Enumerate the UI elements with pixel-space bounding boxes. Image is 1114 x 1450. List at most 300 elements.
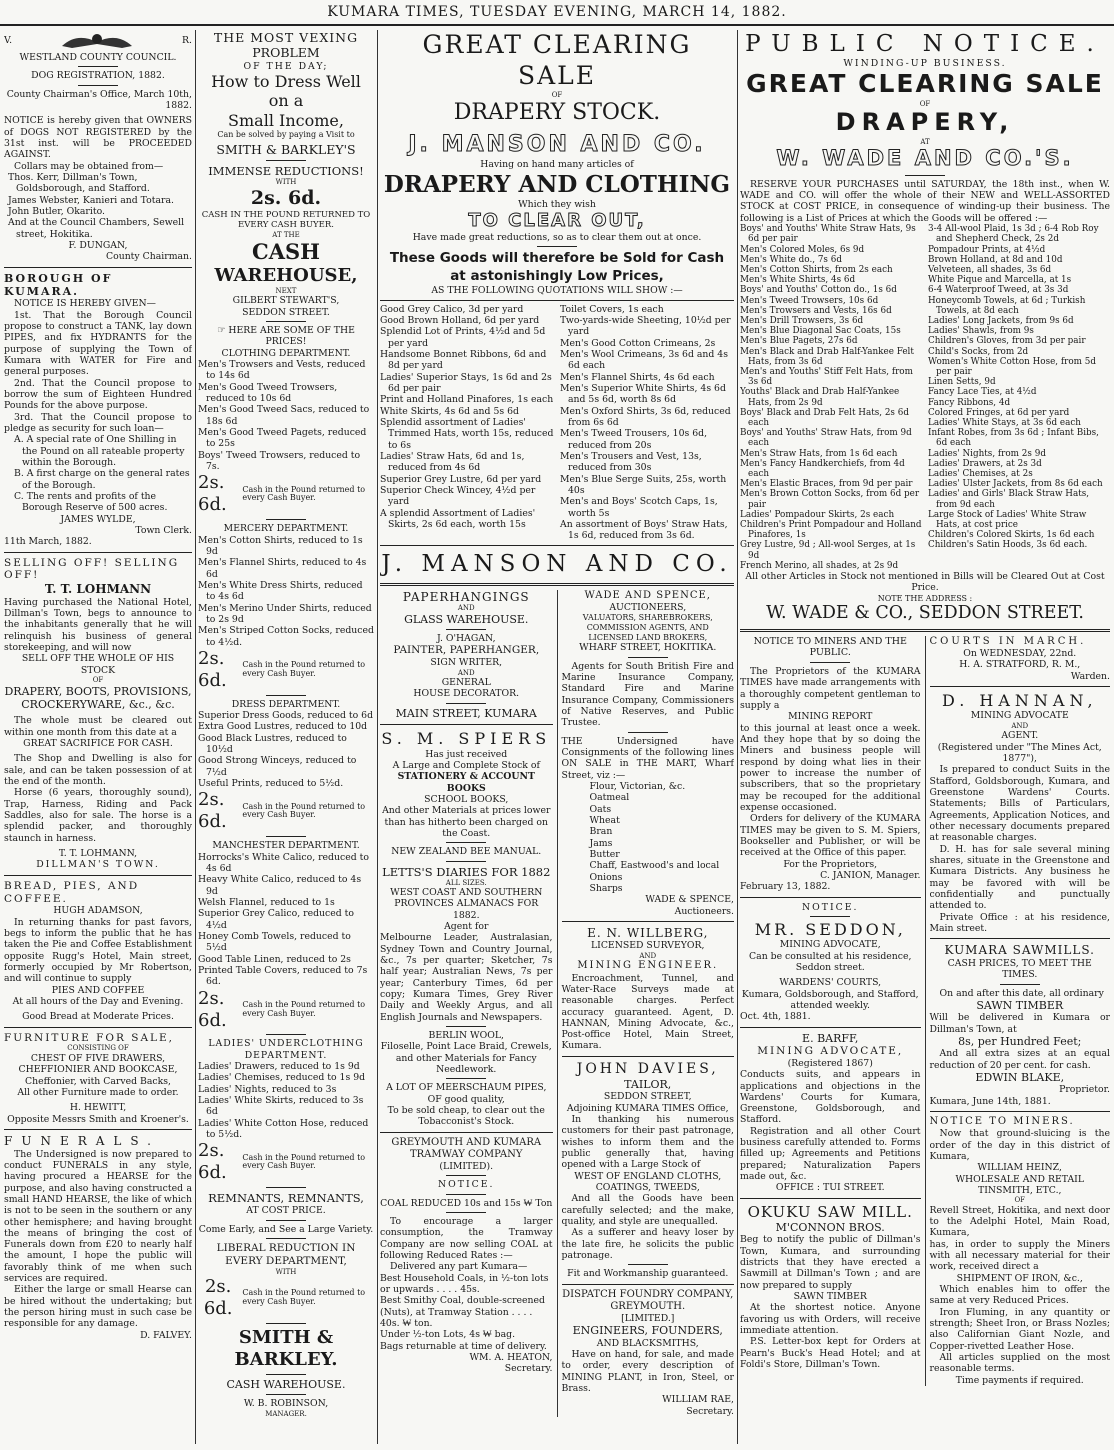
okuku-ps: P.S. Letter-box kept for Orders at Pearn's Buck's Head Hotel; and at Foldi's Store, Dillman's Town. [740,1336,921,1371]
price-item: Women's White Cotton Hose, from 5d per pair [928,356,1096,377]
mp-for: For the Proprietors, [783,858,878,870]
price-item: Men's Good Tweed Trowsers, reduced to 10s 6d [198,381,338,405]
price-item: Two-yards-wide Sheeting, 10½d per yard [560,314,731,338]
price-item: Infant Robes, from 3s 6d ; Infant Bibs, 6d each [928,428,1099,449]
selling-place: DILLMAN'S TOWN. [36,859,160,871]
manson-having: Having on hand many articles of [480,159,634,171]
vexing-t15: NEXT [275,286,297,295]
pap-name: J. O'HAGAN, [436,633,496,645]
vexing-t13: CASH [251,239,320,265]
col3-lower [380,590,734,1417]
borough-c: C. The rents and profits of the Borough Reserve of 500 acres. [14,490,168,514]
twos-price: 2s. 6d. [203,1276,233,1320]
borough-a: A. A special rate of One Shilling in the Pound on all rateable property within the Borough. [14,434,185,468]
manch-dept: MANCHESTER DEPARTMENT. [212,840,360,852]
ws-good: Oats [589,803,612,815]
column-4 [740,30,1110,1446]
barff-reg: (Registered 1867) [787,1057,873,1069]
selling-p2: The whole must be cleared out within one month from this date at a [4,715,192,738]
ladies-list [198,1038,374,1184]
pap-title: PAPERHANGINGS [402,589,530,604]
okuku-st: SAWN TIMBER [793,1291,867,1303]
royal-crest-icon [52,30,142,52]
borough-title: BOROUGH OF KUMARA. [4,271,113,298]
bread-good: Good Bread at Moderate Prices. [22,1011,174,1023]
willberg-body: Encroachment, Tunnel, and Water-Race Surveys made at reasonable charges. Perfect accuracy guaranteed. Agent, D. HANNAN, Mining Advocate, &c., Post-office Hotel, Main Street, Kumara. [561,972,734,1052]
spiers-sizes: ALL SIZES. [445,878,487,887]
tram-rate: Under ½-ton Lots, 4s ₩ bag. [380,1329,516,1341]
okuku-ad [740,1203,921,1371]
sawmills-will: Will be delivered in Kumara or Dillman's Town, at [929,1012,1110,1035]
column-2 [198,30,374,1446]
ws-good: Flour, Victorian, &c. [589,780,686,792]
davies-adj: Adjoining KUMARA TIMES Office, [566,1102,729,1114]
spiers-letts: LETTS'S DIARIES FOR 1882 [382,864,551,879]
sawmills-price: 8s, per Hundred Feet; [958,1034,1082,1048]
davies-title: JOHN DAVIES, [576,1060,719,1077]
willberg-eng: MINING ENGINEER. [577,960,719,972]
price-item: Men's White Dress Shirts, reduced to 4s 6d [198,579,363,603]
price-item: White Skirts, 4s 6d and 5s 6d [380,405,519,417]
bread-hours: At all hours of the Day and Evening. [12,995,184,1007]
pap-t5: GENERAL [441,677,491,689]
pap-and: AND [457,604,475,613]
price-item: Ladies' Long Jackets, from 9s 6d [928,315,1074,326]
tram-rate: Best Smithy Coal, double-screened (Nuts), at Tramway Station . . . . 40s. ₩ ton. [380,1295,545,1330]
tram-rate: Best Household Coals, in ½-ton lots or upwards . . . . 45s. [380,1272,549,1296]
price-item: Ladies' Nights, from 2s 9d [928,448,1046,459]
vexing-t16: GILBERT STEWART'S, [232,295,340,307]
davies-fit: Fit and Workmanship guaranteed. [567,1268,729,1280]
sawmills-ad [930,943,1111,1107]
clothing-list [198,359,374,516]
price-item: Good Black Lustres, reduced to 10½d [198,732,347,756]
nm-name: WILLIAM HEINZ, [977,1162,1062,1174]
remnants: REMNANTS, REMNANTS, [208,1191,364,1206]
tram-signature: WM. A. HEATON, [469,1352,553,1364]
seddon-notice: NOTICE. [802,901,859,913]
manson-firm: J. MANSON AND CO. [408,132,706,158]
mp-orders: Orders for delivery of the KUMARA TIMES may be given to S. M. Spiers, Bookseller and Publisher, or will be received at the Office of this paper. [740,813,921,859]
ws-val: VALUATORS, SHAREBROKERS, COMMISSION AGENTS, AND [582,613,713,632]
mp-body: The Proprietors of the KUMARA TIMES have made arrangements with a thoroughly competent gentleman to supply a [740,665,921,711]
manson-h3: DRAPERY AND CLOTHING [383,170,731,198]
twos-text: Cash in the Pound returned to every Cash Buyer. [242,1288,366,1307]
okuku-title: OKUKU SAW MILL. [747,1202,913,1221]
price-item: Men's Colored Moles, 6s 9d [740,244,865,255]
manson-quot: AS THE FOLLOWING QUOTATIONS WILL SHOW :— [431,285,683,297]
selling-sell: SELL OFF THE WHOLE OF HIS STOCK [21,653,175,676]
twos-block [198,789,374,833]
spiers-alm: WEST COAST AND SOUTHERN PROVINCES ALMANACS FOR 1882. [390,887,543,921]
hannan-title: D. HANNAN, [941,690,1098,710]
furniture-addr: Opposite Messrs Smith and Kroener's. [7,1113,189,1125]
wade-spence-ad [562,590,735,917]
twos-block [198,648,374,692]
ws-agents: Agents for South British Fire and Marine Insurance Company, Standard Fire and Marine Insurance Company, Commissioners of Native Reserves, and Public Trustee. [561,660,734,729]
barff-ad [740,1032,921,1194]
price-item: Youths' Black and Drab Half-Yankee Hats, from 2s 9d [740,387,900,408]
courts-on: On WEDNESDAY, 22nd. [963,647,1077,659]
twos-block [198,1140,374,1184]
twos-block [198,1276,374,1320]
twos-text: Cash in the Pound returned to every Cash Buyer. [242,660,366,678]
price-item: Boys' Tweed Trowsers, reduced to 7s. [198,449,361,473]
vexing-t7: Can be solved by paying a Visit to [217,130,355,140]
vexing-t14: WAREHOUSE, [214,264,358,286]
price-item: Good Table Linen, reduced to 2s [198,953,351,965]
davies-coat: COATINGS, TWEEDS, [595,1181,700,1193]
price-item: Extra Good Lustres, reduced to 10d [198,721,368,733]
price-item: Colored Fringes, at 6d per yard [928,407,1070,418]
barff-title: MINING ADVOCATE, [757,1045,904,1058]
price-item: Good Strong Winceys, reduced to 7½d [198,755,357,778]
price-item: A splendid Assortment of Ladies' Skirts, 2s 6d each, worth 15s [380,507,536,530]
manson-ad [380,30,734,297]
wade-body: RESERVE YOUR PURCHASES until SATURDAY, the 18th inst., when W. WADE and CO. will offer the whole of their NEW and WELL-ASSORTED STOCK at COST PRICE, in consequence of winding-up their business. The following is a List of Prices at which the Goods will be offered :— [740,178,1110,224]
vexing-t11: CASH IN THE POUND RETURNED TO EVERY CASH BUYER. [201,210,371,231]
twos-block [198,472,374,516]
nm-title: NOTICE TO MINERS. [929,1116,1075,1128]
price-item: White Pique and Marcella, at 1s [928,275,1072,286]
manson-h2: DRAPERY STOCK. [453,99,661,125]
selling-p3: The Shop and Dwelling is also for sale, and can be taken possession of at the end of the month. [4,753,192,788]
borough-p3: 3rd. That the Council propose to pledge as security for such loan— [4,411,192,434]
mp-signature: C. JANION, Manager. [820,869,921,881]
column-3 [380,30,734,1446]
ws-title: WADE AND SPENCE, [584,589,711,601]
vexing-t17: SEDDON STREET. [242,306,330,318]
wade-price-lists [740,224,1110,571]
twos-text: Cash in the Pound returned to every Cash Buyer. [242,801,366,820]
twos-text: Cash in the Pound returned to every Cash Buyer. [242,1152,366,1171]
willberg-ad [562,926,735,1052]
hannan-reg: (Registered under "The Mines Act, 1877"), [937,741,1102,764]
notice-to-miners-ad [930,1116,1111,1386]
sawmills-st: SAWN TIMBER [976,998,1064,1012]
seddon-body: Can be consulted at his residence, Seddon street. [749,950,912,973]
manson-h5: These Goods will therefore be Sold for Cash at astonishingly Low Prices, [389,250,725,284]
selling-title: SELLING OFF! SELLING OFF! [4,556,180,582]
nm-iron: Iron Fluming, in any quantity or strength; Sheet Iron, or Brass Nozles; also Californian Giant Nozle, and Copper-rivetted Leather Hose. [929,1306,1110,1352]
price-item: Men's Cotton Shirts, from 2s each [740,264,893,275]
seddon-name: MR. SEDDON, [754,919,906,939]
borough-date: 11th March, 1882. [4,536,92,548]
borough-signature: JAMES WYLDE, [60,513,136,525]
masthead: KUMARA TIMES, TUESDAY EVENING, MARCH 14, 1882. [0,0,1114,26]
wade-gcs: GREAT CLEARING SALE [746,69,1104,99]
seddon-date: Oct. 4th, 1881. [740,1011,811,1023]
spiers-bee: NEW ZEALAND BEE MANUAL. [391,846,542,858]
wade-of: OF [919,99,931,108]
ws-cons: THE Undersigned have Consignments of the following lines ON SALE in THE MART, Wharf Street, viz :— [561,735,734,781]
price-item: Ladies' Chemises, reduced to 1s 9d [198,1072,366,1084]
tram-coal: COAL REDUCED 10s and 15s ₩ Ton [380,1197,553,1209]
price-item: Children's Print Pompadour and Holland Pinafores, 1s [740,520,922,541]
vexing-price: 2s. 6d. [250,186,322,209]
dispatch-signature: WILLIAM RAE, [662,1394,734,1406]
davies-sufferer: As a sufferer and heavy loser by the late fire, he solicits the public patronage. [561,1227,734,1261]
spiers-stat: STATIONERY & ACCOUNT BOOKS [397,771,535,794]
twos-price: 2s. 6d. [198,1140,227,1184]
price-item: Men's Flannel Shirts, reduced to 4s 6d [198,557,367,580]
dispatch-title: DISPATCH FOUNDRY COMPANY, GREYMOUTH. [562,1288,734,1312]
price-item: Men's Tweed Trousers, 10s 6d, reduced from 20s [560,428,708,451]
dispatch-ltd: [LIMITED.] [621,1312,675,1324]
nm-all: All articles supplied on the most reasonable terms. [929,1351,1110,1375]
price-item: Children's Satin Hoods, 3s 6d each. [928,540,1088,551]
dog-title: DOG REGISTRATION, 1882. [31,70,165,82]
price-item: Men's Flannel Shirts, 4s 6d each [560,371,715,383]
spiers-berlin: BERLIN WOOL, [428,1030,504,1042]
liberal: LIBERAL REDUCTION IN EVERY DEPARTMENT, [216,1242,356,1267]
manson-right-list [560,304,734,542]
bread-title: BREAD, PIES, AND COFFEE. [4,879,140,905]
barff-p2: Registration and all other Court business carefully attended to. Forms filled up; Agreements and Petitions prepared; Naturalization Papers made out, &c. [740,1125,921,1183]
dispatch-body: Have on hand, for sale, and made to order, every description of MINING PLANT, in Iron, Steel, or Brass. [561,1348,734,1394]
bread-name: HUGH ADAMSON, [53,905,143,917]
vexing-t1: THE MOST VEXING [213,30,359,45]
pap-t6: HOUSE DECORATOR. [413,688,520,700]
tramway-ad [380,1137,553,1375]
price-item: Ladies' White Stays, at 3s 6d each [928,417,1081,428]
willberg-title: E. N. WILLBERG, [587,925,709,940]
nm-has: has, in order to supply the Miners with all necessary material for their work, received direct a [929,1238,1110,1273]
twos-text: Cash in the Pound returned to every Cash Buyer. [242,999,366,1018]
barff-office: OFFICE : TUI STREET. [775,1182,885,1194]
price-item: Splendid assortment of Ladies' Trimmed Hats, worth 15s, reduced to 6s [380,416,554,451]
dog-signature: F. DUNGAN, [68,239,128,251]
price-item: Men's Trousers and Vest, 13s, reduced from 30s [560,450,702,474]
borough-role: Town Clerk. [135,524,192,536]
dog-registration-ad [4,30,192,263]
mercery-dept: MERCERY DEPARTMENT. [223,523,349,535]
ws-signature: WADE & SPENCE, [645,894,734,906]
willberg-and: AND [639,951,657,960]
funerals-p2: Either the large or small Hearse can be hired without the undertaking; but the person hiring must in such case be responsible for any damage. [4,1284,192,1330]
nm-time: Time payments if required. [955,1374,1084,1386]
seddon-places: Kumara, Goldsborough, and Stafford, attended weekly. [741,988,919,1011]
price-item: Ladies' White Skirts, reduced to 3s 6d [198,1095,364,1118]
price-item: Men's Blue Diagonal Sac Coats, 15s [740,326,901,337]
column-rule [377,30,378,1444]
price-item: Men's Fancy Handkerchiefs, from 4d each [740,458,905,479]
manson-footer: J. MANSON AND CO. [381,551,733,578]
ws-goods [562,781,735,894]
robinson-role: MANAGER. [265,1409,307,1418]
price-item: Men's White do., 7s 6d [740,254,842,265]
nm-whole: WHOLESALE AND RETAIL TINSMITH, ETC., [955,1173,1085,1196]
ws-good: Wheat [589,814,620,826]
price-item: Superior Check Wincey, 4½d per yard [380,484,536,508]
tram-notice: NOTICE. [438,1179,495,1191]
ws-lic: LICENSED LAND BROKERS, [588,632,708,642]
ws-good: Bran [589,826,613,838]
spiers-title: S. M. SPIERS [381,729,552,749]
vexing-t10: WITH [275,178,297,187]
davies-west: WEST OF ENGLAND CLOTHS, [574,1170,722,1182]
twos-text: Cash in the Pound returned to every Cash Buyer. [242,484,366,503]
dispatch-role: Secretary. [686,1405,734,1417]
price-item: Men's Good Tweed Sacs, reduced to 18s 6d [198,404,370,427]
with-label: WITH [275,1267,297,1276]
wade-note: NOTE THE ADDRESS : [877,593,973,603]
price-item: An assortment of Boys' Straw Hats, 1s 6d, reduced from 3s 6d. [560,518,728,542]
crest-letter: R. [182,35,192,47]
selling-goods: DRAPERY, BOOTS, PROVISIONS, CROCKERYWARE, &c., &c. [4,684,192,712]
vexing-t18: ☞ HERE ARE SOME OF THE PRICES! [217,325,355,348]
price-item: Men's Straw Hats, from 1s 6d each [740,448,898,459]
dress-list [198,699,374,834]
price-item: Superior Dress Goods, reduced to 6d [198,710,374,722]
price-item: Boys' and Youths' Straw Hats, from 9d each [740,428,912,449]
sawmills-date: Kumara, June 14th, 1881. [929,1095,1051,1107]
come-early: Come Early, and See a Large Variety. [198,1223,374,1235]
price-item: Ladies' Chemises, at 2s [928,469,1033,479]
nm-ship: SHIPMENT OF IRON, &c., [956,1272,1083,1284]
hannan-p2: D. H. has for sale several mining shares, situate in the Greenstone and Kumara Districts. Any business he may be favored with will be confidentially and punctually attended to. [929,843,1110,912]
price-item: Men's and Boys' Scotch Caps, 1s, worth 5s [560,496,718,519]
ws-good: Oatmeal [589,792,630,804]
price-item: Ladies' Superior Stays, 1s 6d and 2s 6d per pair [380,371,552,394]
cw-footer: CASH WAREHOUSE. [226,1377,346,1391]
borough-notice [4,272,192,548]
selling-signature: T. T. LOHMANN, [58,848,138,860]
price-item: Ladies' Nights, reduced to 3s [198,1083,337,1095]
manson-reductions: Have made great reductions, so as to clear them out at once. [412,231,702,243]
bread-pies: PIES AND COFFEE [51,984,145,996]
selling-off-ad [4,557,192,871]
furniture-ad [4,1032,192,1125]
nm-which: Which enables him to offer the same at very Reduced Prices. [929,1284,1110,1307]
vexing-t5: on a [268,91,304,111]
spiers-school: SCHOOL BOOKS, [424,793,509,805]
price-item: Men's Elastic Braces, from 9d per pair [740,479,913,490]
selling-of: OF [92,676,104,685]
ws-good: Butter [589,848,620,860]
pap-addr: MAIN STREET, KUMARA [395,706,537,720]
sb-footer: SMITH & BARKLEY. [234,1327,338,1370]
borough-lead: NOTICE IS HEREBY GIVEN— [14,298,156,310]
vexing-t8: SMITH & BARKLEY'S [216,142,356,158]
price-item: Men's Tweed Trowsers, 10s 6d [740,295,879,306]
mp-date: February 13, 1882. [740,881,831,893]
price-item: Children's Gloves, from 3d per pair [928,336,1086,347]
pap-title2: GLASS WAREHOUSE. [404,612,529,626]
col4-lower [740,636,1110,1386]
furniture-cons: CONSISTING OF [67,1044,129,1053]
column-rule [195,30,196,1444]
wade-ad [740,30,1110,176]
selling-p4: Horse (6 years, thoroughly sound), Trap, Harness, Riding and Pack Saddles, also for sale. The horse is a splendid packer, and thoroughly staunch in harness. [4,787,192,844]
price-item: Men's Merino Under Shirts, reduced to 2s 9d [198,602,372,625]
col3-lower-left [380,590,557,1417]
tram-del: Delivered any part Kumara— [390,1261,528,1273]
okuku-p2: At the shortest notice. Anyone favoring us with Orders, will receive immediate attention. [740,1302,921,1337]
borough-b: B. A first charge on the general rates of the Borough. [14,468,190,491]
paperhangings-ad [380,590,553,721]
sawmills-role: Proprietor. [1059,1084,1110,1096]
ws-good: Chaff, Eastwood's and local [589,860,720,872]
col4-lower-left [740,636,925,1386]
vexing-t4: How to Dress Well [211,71,361,91]
price-item: 6-4 Waterproof Tweed, at 3s 3d [928,285,1069,296]
remnants-block [198,1191,374,1418]
price-item: Boys' and Youths' Cotton do., 1s 6d [740,285,897,296]
price-item: Ladies' Shawls, from 9s [928,326,1034,337]
nm-of: OF [1014,1196,1026,1205]
price-item: Good Grey Calico, 3d per yard [380,303,524,315]
price-item: Children's Colored Skirts, 1s 6d each [928,530,1095,541]
price-item: Pompadour Prints, at 4½d [928,244,1046,255]
manson-of: OF [551,91,563,99]
price-item: Men's White Shirts, 4s 6d [740,275,856,286]
hannan-role: MINING ADVOCATE [970,710,1069,722]
sawmills-title: KUMARA SAWMILLS. [944,943,1095,958]
dispatch-eng: ENGINEERS, FOUNDERS, [572,1324,723,1338]
seddon-role: MINING ADVOCATE, [779,939,881,951]
wind-up: WINDING-UP BUSINESS. [843,58,1007,70]
dog-collars: Collars may be obtained from— [14,160,164,172]
dog-role: County Chairman. [106,251,192,263]
pap-and2: AND [457,668,475,677]
manson-wish: Which they wish [518,198,596,210]
vexing-t9: IMMENSE REDUCTIONS! [208,164,364,179]
dog-body: NOTICE is hereby given that OWNERS of DOGS NOT REGISTERED by the 31st inst. will be PROCEEDED AGAINST. [4,115,192,161]
mp-body2: to this journal at least once a week. And they hope that by so doing the Miners and business people will respond by doing what lies in their power to increase the number of subscribers, that so the proprietary may be recouped for the additional expense occasioned. [740,722,921,813]
tram-ltd: (LIMITED). [439,1161,494,1173]
seddon-ad [740,902,921,1023]
davies-ad [562,1061,735,1280]
twos-price: 2s. 6d. [198,987,227,1031]
dog-agent: John Butler, Okarito. [8,205,105,217]
pn-title: PUBLIC NOTICE. [745,31,1105,57]
price-item: Good Brown Holland, 6d per yard [380,314,540,326]
lohmann-name: T. T. LOHMANN [44,582,152,597]
price-item: Men's Wool Crimeans, 3s 6d and 4s 6d each [560,348,728,372]
price-item: Boys' and Youths' White Straw Hats, 9s 6d per pair [740,224,916,245]
price-item: Superior Grey Calico, reduced to 4½d [198,908,354,931]
manson-price-lists [380,304,734,542]
price-item: Child's Socks, from 2d [928,346,1029,357]
sawmills-name: EDWIN BLAKE, [975,1070,1065,1084]
council-name: WESTLAND COUNTY COUNCIL. [19,52,177,63]
vexing-t3: OF THE DAY; [243,60,329,72]
price-item: Velveteen, all shades, 3s 6d [928,264,1052,275]
dog-office: County Chairman's Office, March 10th, 1882. [6,88,192,111]
dog-agent: James Webster, Kanieri and Totara. [8,194,174,206]
price-item: French Merino, all shades, at 2s 9d [740,560,899,571]
wade-drapery: DRAPERY, [835,108,1015,137]
pap-t4: SIGN WRITER, [430,657,503,669]
column-rule [737,30,738,1444]
price-item: 3-4 All-wool Plaid, 1s 3d ; 6-4 Rob Roy and Shepherd Check, 2s 2d [928,224,1099,245]
price-item: Ladies' Pompadour Skirts, 2s each [740,509,895,520]
borough-p2: 2nd. That the Council propose to borrow the sum of Eighteen Hundred Pounds for the above purpose. [4,377,192,412]
col3-lower-right [557,590,735,1417]
price-item: Men's Black and Drab Half-Yankee Felt Hats, from 3s 6d [740,346,914,367]
sawmills-extra: And all extra sizes at an equal reduction of 20 per cent. for cash. [929,1048,1110,1071]
column-1 [4,30,192,1446]
wade-other: All other Articles in Stock not mentioned in Bills will be Cleared Out at Cost Price. [745,571,1105,594]
sawmills-on: On and after this date, all ordinary [939,987,1104,999]
price-item: Ladies' Drawers, reduced to 1s 9d [198,1061,360,1073]
vexing-t12: AT THE [272,230,300,239]
okuku-name: M'CONNON BROS. [775,1221,885,1235]
price-item: Men's Brown Cotton Socks, from 6d per pair [740,489,920,510]
price-item: Splendid Lot of Prints, 4½d and 5d per yard [380,326,546,349]
tram-role: Secretary. [504,1363,553,1375]
